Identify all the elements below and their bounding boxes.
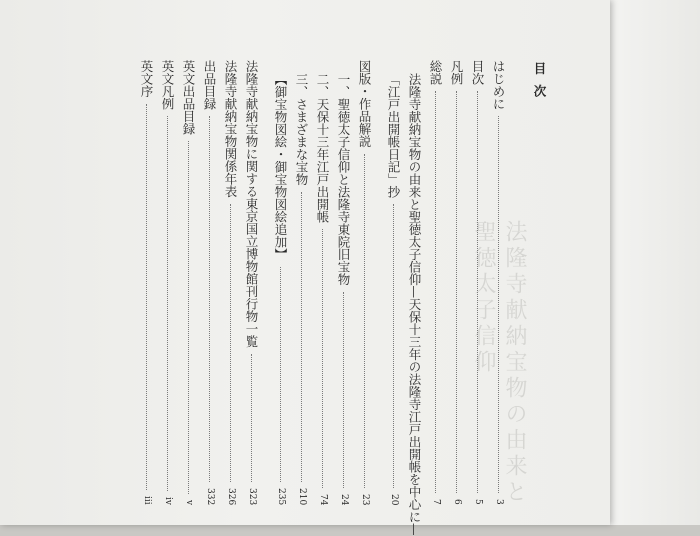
toc-entry-2: 凡例 6 xyxy=(449,60,464,505)
toc-entry-9: 三、さまざまな宝物 210 xyxy=(294,73,309,505)
toc-entry-11: 法隆寺献納宝物に関する東京国立博物館刊行物一覧 323 xyxy=(244,60,259,505)
toc-entry-1: 目次 5 xyxy=(470,60,485,505)
toc-entry-8: 二、天保十三年江戸出開帳 74 xyxy=(315,73,330,505)
toc-entry-13: 出品目録 332 xyxy=(202,60,217,505)
toc-entry-6: 図版・作品解説 23 xyxy=(357,60,372,505)
toc-title: 目次 xyxy=(532,62,547,107)
toc-entry-10: 【御宝物図絵・御宝物図絵追加】 235 xyxy=(273,73,288,505)
toc-entry-4: 法隆寺献納宝物の由来と聖徳太子信仰—天保十三年の法隆寺江戸出開帳を中心に— xyxy=(407,73,422,536)
toc-entry-15: 英文凡例 iv xyxy=(160,60,175,505)
toc-entry-5: 「江戸出開帳日記」抄 20 xyxy=(386,73,401,505)
toc-entry-14: 英文出品目録 v xyxy=(181,60,196,505)
table-of-contents xyxy=(110,60,550,536)
toc-entry-0: はじめに 3 xyxy=(491,60,506,505)
toc-entry-12: 法隆寺献納宝物関係年表 326 xyxy=(223,60,238,505)
toc-entry-7: 一、聖徳太子信仰と法隆寺東院旧宝物 24 xyxy=(336,73,351,505)
bleed-through-text: 法隆寺献納宝物の由来と聖徳太子信仰 xyxy=(471,220,527,506)
toc-entry-3: 総説 7 xyxy=(428,60,443,505)
facing-page xyxy=(600,0,700,525)
toc-entry-16: 英文序 iii xyxy=(139,60,154,505)
